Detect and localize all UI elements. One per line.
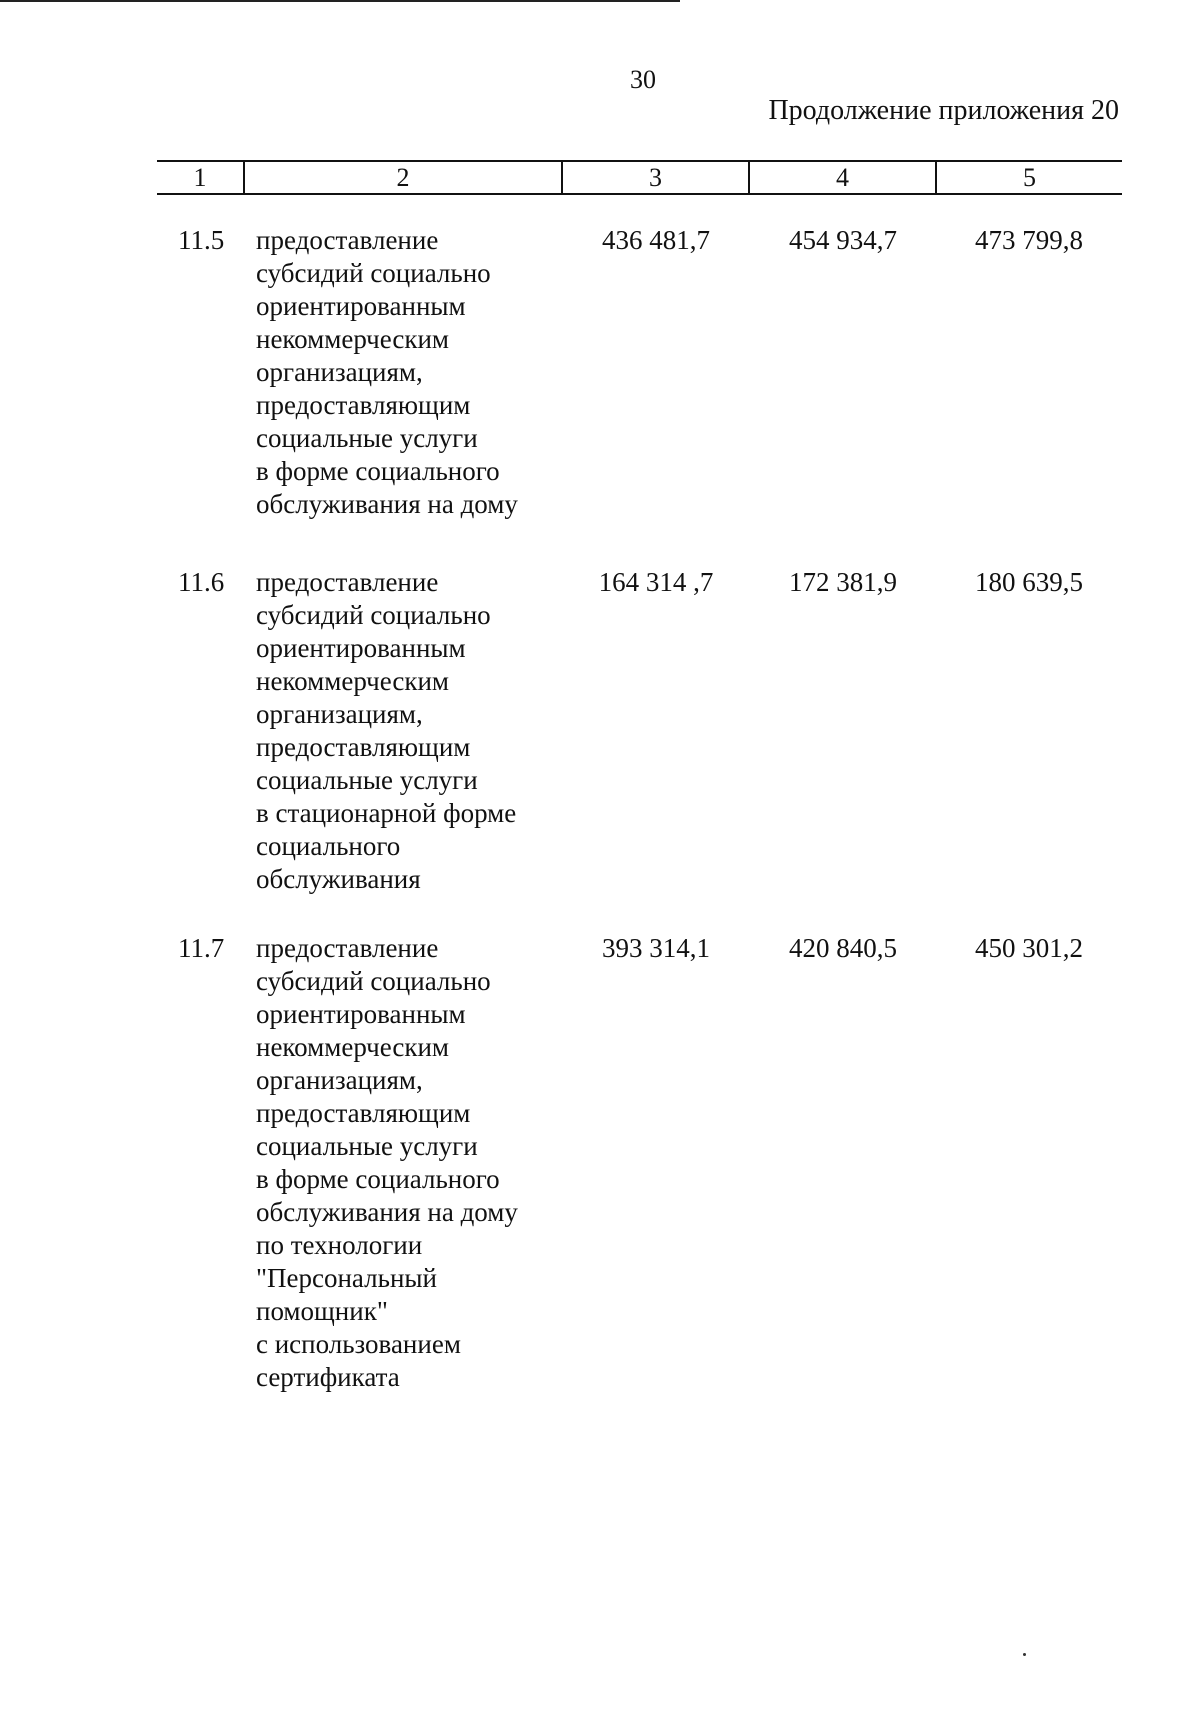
description-line: сертификата — [256, 1362, 400, 1392]
description-line: предоставление — [256, 567, 439, 597]
header-cell-3: 3 — [649, 163, 662, 192]
value-col-4: 172 381,9 — [789, 567, 897, 597]
description-line: некоммерческим — [256, 666, 450, 696]
description-line: субсидий социально — [256, 258, 491, 288]
value-col-3: 436 481,7 — [602, 225, 710, 255]
value-col-4: 420 840,5 — [789, 933, 897, 963]
appendix-continuation-note: Продолжение приложения 20 — [768, 95, 1119, 126]
description-line: предоставляющим — [256, 1098, 471, 1128]
description-line: в форме социального — [256, 456, 500, 486]
description-line: социальные услуги — [256, 765, 478, 795]
description-line: социальные услуги — [256, 1131, 478, 1161]
description-line: предоставление — [256, 225, 439, 255]
description-line: в форме социального — [256, 1164, 500, 1194]
description-line: с использованием — [256, 1329, 461, 1359]
description-line: в стационарной форме — [256, 798, 517, 828]
scan-edge — [0, 0, 680, 2]
page-number: 30 — [630, 65, 656, 94]
description-line: ориентированным — [256, 633, 466, 663]
description-line: "Персональный — [256, 1263, 437, 1293]
description-line: обслуживания — [256, 864, 421, 894]
description-line: некоммерческим — [256, 324, 450, 354]
description-line: ориентированным — [256, 291, 466, 321]
description-line: помощник" — [256, 1296, 388, 1326]
description-line: предоставление — [256, 933, 439, 963]
row-number: 11.5 — [178, 225, 225, 255]
description-line: субсидий социально — [256, 966, 491, 996]
row-number: 11.7 — [178, 933, 225, 963]
value-col-5: 180 639,5 — [975, 567, 1083, 597]
header-cell-5: 5 — [1023, 163, 1036, 192]
description-line: организациям, — [256, 699, 423, 729]
row-description — [256, 566, 576, 896]
row-description — [256, 224, 576, 521]
description-line: предоставляющим — [256, 390, 471, 420]
header-cell-2: 2 — [396, 163, 410, 192]
value-col-4: 454 934,7 — [789, 225, 897, 255]
value-col-3: 393 314,1 — [602, 933, 710, 963]
value-col-5: 450 301,2 — [975, 933, 1083, 963]
description-line: некоммерческим — [256, 1032, 450, 1062]
header-cell-1: 1 — [193, 163, 207, 192]
value-col-5: 473 799,8 — [975, 225, 1083, 255]
description-line: субсидий социально — [256, 600, 491, 630]
description-line: организациям, — [256, 357, 423, 387]
description-line: социального — [256, 831, 401, 861]
description-line: социальные услуги — [256, 423, 478, 453]
header-cell-4: 4 — [836, 163, 849, 192]
scan-speck — [1023, 1653, 1026, 1656]
description-line: ориентированным — [256, 999, 466, 1029]
value-col-3: 164 314 ,7 — [598, 567, 714, 597]
description-line: предоставляющим — [256, 732, 471, 762]
description-line: по технологии — [256, 1230, 423, 1260]
row-description — [256, 932, 576, 1394]
description-line: обслуживания на дому — [256, 489, 518, 519]
header-rule-bottom — [157, 193, 1122, 195]
row-number: 11.6 — [178, 567, 225, 597]
description-line: обслуживания на дому — [256, 1197, 518, 1227]
description-line: организациям, — [256, 1065, 423, 1095]
